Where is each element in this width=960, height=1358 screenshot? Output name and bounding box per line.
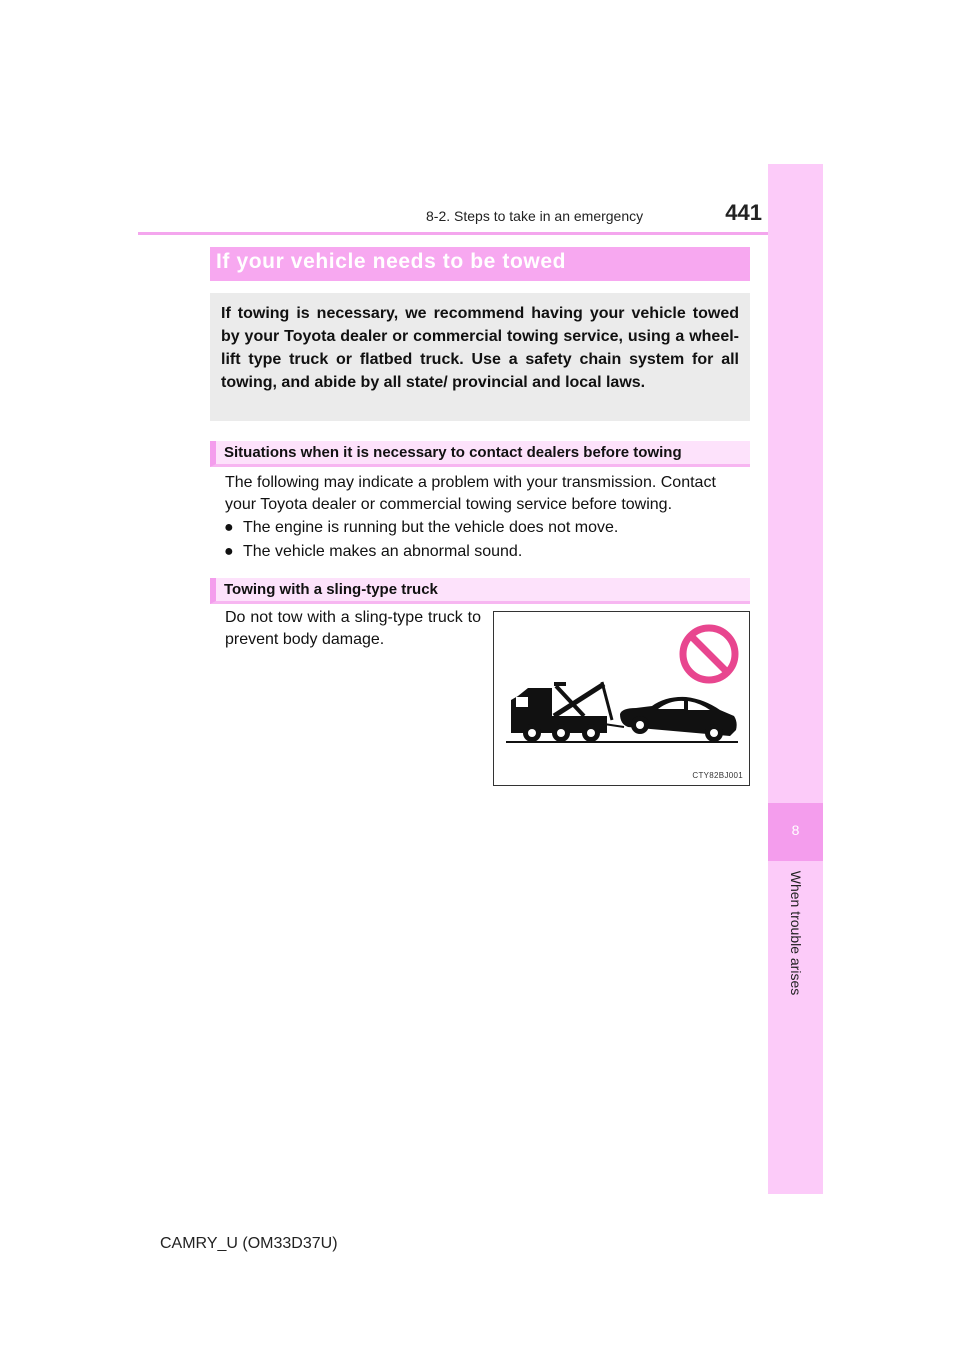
prohibition-icon: [683, 628, 735, 680]
page-number: 441: [725, 200, 762, 225]
chapter-side-tab: [768, 164, 823, 1194]
section-heading-sling-truck: Towing with a sling-type truck: [224, 581, 438, 598]
sling-truck-prohibited-drawing: [494, 612, 749, 785]
figure-code: CTY82BJ001: [692, 771, 743, 780]
section-heading-bar: [210, 578, 750, 604]
section-heading-dealers: Situations when it is necessary to contact dealers before towing: [224, 444, 682, 461]
bullet-icon: ●: [224, 543, 234, 560]
intro-box: [210, 293, 750, 421]
section-body-text: The following may indicate a problem with your transmission. Contact your Toyota dealer or commercial towing service before towing.: [225, 474, 716, 513]
list-item: [224, 517, 618, 539]
sedan-icon: [620, 697, 737, 742]
header-divider: [138, 232, 822, 235]
footer-model-code: CAMRY_U (OM33D37U): [160, 1235, 338, 1252]
list-item-text: The engine is running but the vehicle does not move.: [243, 519, 619, 536]
chapter-label: When trouble arises: [788, 870, 804, 996]
bullet-icon: ●: [224, 519, 234, 536]
page-title-bar: [210, 247, 750, 281]
list-item-text: The vehicle makes an abnormal sound.: [243, 543, 523, 560]
header-section-title: 8-2. Steps to take in an emergency: [426, 208, 644, 224]
sling-truck-warning-text: Do not tow with a sling-type truck to prevent body damage.: [225, 609, 481, 648]
section-heading-bar: [210, 441, 750, 467]
page-title: If your vehicle needs to be towed: [216, 250, 567, 273]
tow-truck-icon: [511, 682, 624, 742]
towing-illustration: [493, 611, 750, 786]
chapter-number: 8: [791, 822, 800, 838]
list-item: [224, 541, 522, 563]
intro-text: If towing is necessary, we recommend having your vehicle towed by your Toyota dealer or commercial towing service, using a wheel-lift type truck or flatbed truck. Use a safety chain system for all towing, and abide by all state/ provincial and local laws.: [221, 305, 739, 391]
